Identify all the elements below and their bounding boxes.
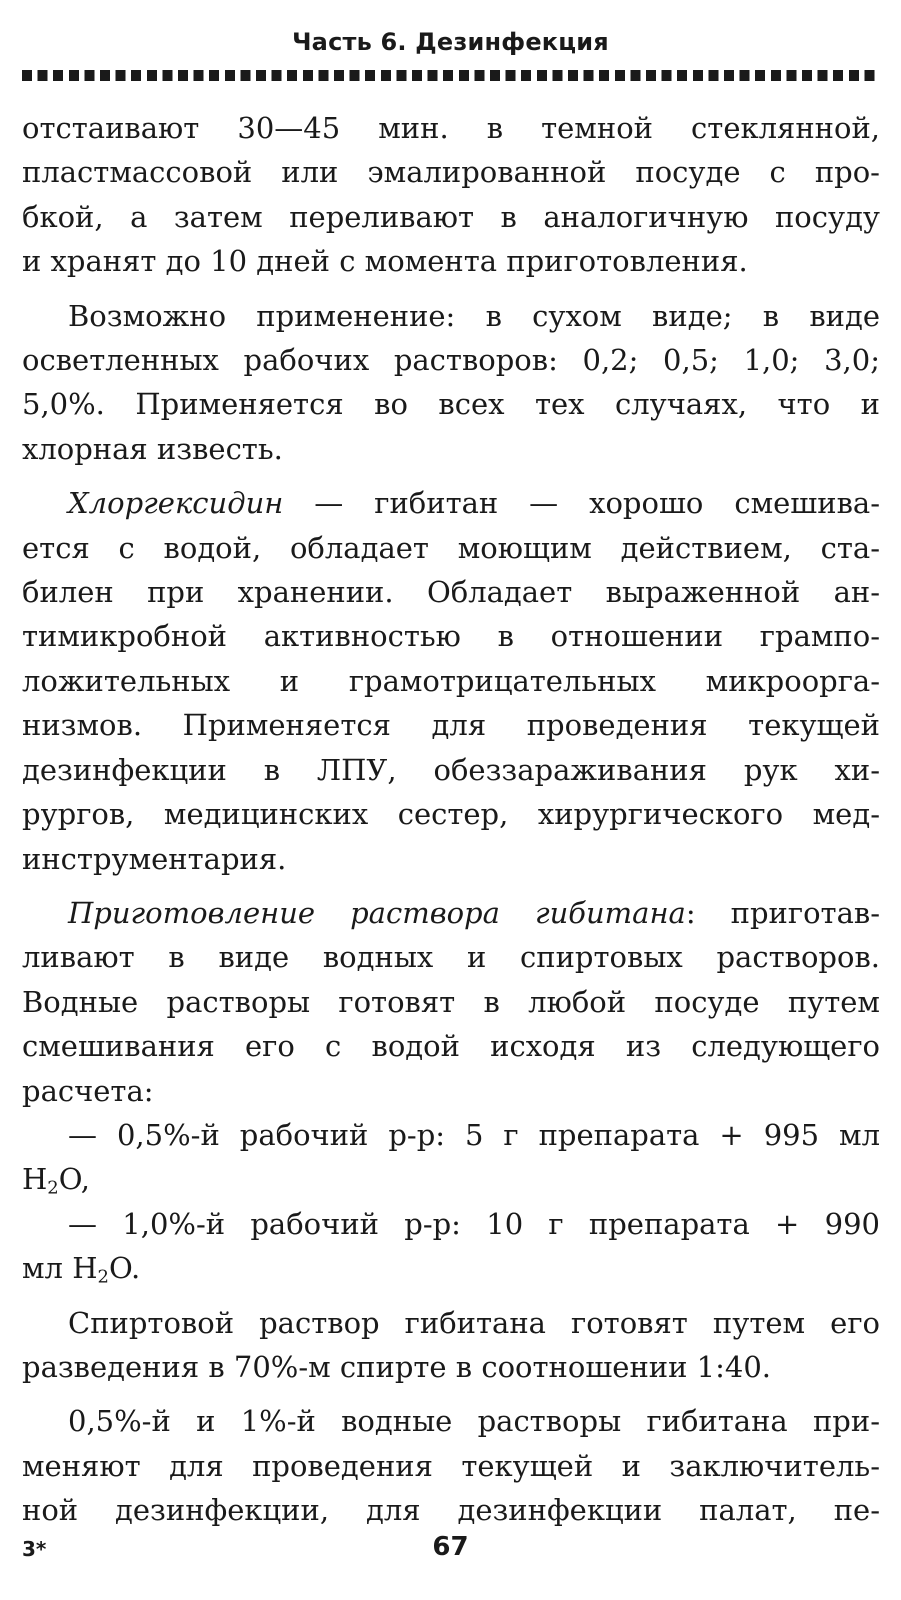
- paragraph-line: осветленных рабочих растворов: 0,2; 0,5; 1,0; 3,0;: [22, 343, 880, 378]
- paragraph-line: и хранят до 10 дней с момента приготовления.: [22, 244, 748, 279]
- paragraph-line: меняют для проведения текущей и заключитель-: [22, 1448, 880, 1483]
- paragraph-line: рургов, медицинских сестер, хирургического мед-: [22, 797, 880, 832]
- running-title: Часть 6. Дезинфекция: [292, 28, 609, 56]
- paragraph-line: ложительных и грамотрицательных микрооргa-: [22, 663, 880, 698]
- header-dash-rule: [22, 70, 880, 81]
- paragraph-line: Водные растворы готовят в любой посуде путем: [22, 984, 880, 1019]
- paragraph-line-rest: : приготав-: [685, 895, 880, 930]
- list-item-line: мл $H_2O$.: [22, 1251, 141, 1288]
- paragraph-line: низмов. Применяется для проведения текущей: [22, 708, 880, 743]
- paragraph-line: 0,5%-й и 1%-й водные растворы гибитана при-: [68, 1404, 880, 1439]
- paragraph-line: хлорная известь.: [22, 431, 283, 466]
- paragraph-line: разведения в 70%-м спирте в соотношении 1:40.: [22, 1349, 772, 1384]
- paragraph-line: [22, 891, 880, 935]
- term-preparation: Приготовление раствора гибитана: [68, 895, 686, 930]
- list-item-line: $H_2O$,: [22, 1162, 91, 1199]
- page-body: [22, 106, 880, 1533]
- paragraph-line: инструментария.: [22, 841, 287, 876]
- paragraph-line: тимикробной активностью в отношении грампо-: [22, 619, 880, 654]
- paragraph-line: дезинфекции в ЛПУ, обеззараживания рук хи-: [22, 752, 880, 787]
- paragraph-line: ется с водой, обладает моющим действием, ста-: [22, 530, 880, 565]
- page-number: 67: [432, 1532, 469, 1562]
- paragraph-line: билен при хранении. Обладает выраженной ан-: [22, 575, 880, 610]
- signature-mark: 3*: [22, 1537, 47, 1561]
- paragraph-line: Спиртовой раствор гибитана готовят путем его: [68, 1305, 880, 1340]
- paragraph-line: смешивания его с водой исходя из следующего: [22, 1029, 880, 1064]
- list-item-line: — 0,5%-й рабочий р-р: 5 г препарата + 995 мл: [68, 1117, 880, 1152]
- paragraph-line: ной дезинфекции, для дезинфекции палат, пе-: [22, 1493, 880, 1528]
- paragraph-line: ливают в виде водных и спиртовых растворов.: [22, 940, 880, 975]
- term-chlorhexidine: Хлоргексидин: [68, 486, 284, 521]
- paragraph-line: Возможно применение: в сухом виде; в виде: [68, 298, 880, 333]
- paragraph-line: отстаивают 30—45 мин. в темной стеклянной,: [22, 111, 880, 145]
- paragraph-line-rest: — гибитан — хорошо смешива-: [283, 486, 880, 521]
- list-item-line: — 1,0%-й рабочий р-р: 10 г препарата + 990: [68, 1206, 880, 1241]
- paragraph-line: пластмассовой или эмалированной посуде с про-: [22, 155, 880, 190]
- subscript: 2: [47, 1177, 59, 1199]
- paragraph-line: 5,0%. Применяется во всех тех случаях, что и: [22, 387, 880, 422]
- paragraph-line: расчета:: [22, 1073, 154, 1108]
- paragraph-line: бкой, а затем переливают в аналогичную посуду: [22, 199, 880, 234]
- paragraph-line: [22, 481, 880, 525]
- subscript: 2: [97, 1266, 109, 1288]
